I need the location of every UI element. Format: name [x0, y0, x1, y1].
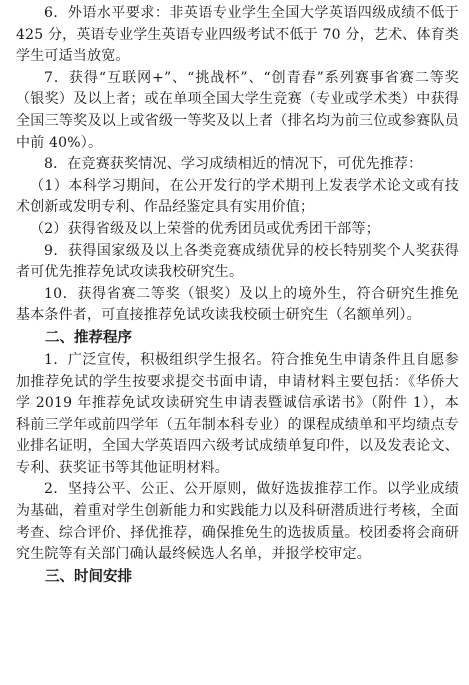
paragraph-overseas-students: 10．获得省赛二等奖（银奖）及以上的境外生，符合研究生推免基本条件者，可直接推荐免试攻读我校硕士研究生（名额单列）。	[16, 285, 459, 324]
section-heading-schedule: 三、时间安排	[45, 568, 132, 585]
paragraph-foreign-language-requirement: 6．外语水平要求：非英语专业学生全国大学英语四级成绩不低于 425 分，英语专业学生英语专业四级考试不低于 70 分，艺术、体育类学生可适当放宽。	[16, 5, 459, 65]
paragraph-selection-principles: 2．坚持公平、公正、公开原则，做好选拔推荐工作。以学业成绩为基础，着重对学生创新能力和实践能力以及科研潜质进行考核，全面考查、综合评价、择优推荐，确保推免生的选拔质量。校团委将会商研究生院等有关部门确认最终候选人名单，并报学校审定。	[16, 481, 459, 563]
paragraph-presidents-award: 9．获得国家级及以上各类竞赛成绩优异的校长特别奖个人奖获得者可优先推荐免试攻读我校研究生。	[16, 242, 459, 281]
paragraph-priority-recommendation: 8．在竞赛获奖情况、学习成绩相近的情况下，可优先推荐：	[44, 156, 423, 173]
list-item-honors: （2）获得省级及以上荣誉的优秀团员或优秀团干部等；	[30, 220, 380, 237]
section-heading-recommendation-procedure: 二、推荐程序	[45, 329, 132, 346]
list-item-academic-papers: （1）本科学习期间，在公开发行的学术期刊上发表学术论文或有技术创新或发明专利、作品经鉴定具有实用价值；	[16, 177, 459, 216]
paragraph-competition-awards: 7．获得“互联网+”、“挑战杯”、“创青春”系列赛事省赛二等奖（银奖）及以上者；或在单项全国大学生竞赛（专业或学术类）中获得全国三等奖及以上或省级一等奖及以上者（排名均为前三位或参赛队员中前 40%）。	[16, 69, 459, 151]
paragraph-publicity-and-application: 1．广泛宣传，积极组织学生报名。符合推免生申请条件且自愿参加推荐免试的学生按要求提交书面申请，申请材料主要包括：《华侨大学 2019 年推荐免试攻读研究生申请表暨诚信承诺书》（附件 1），本科前三学年或前四学年（五年制本科专业）的课程成绩单和平均绩点专业排名证明，全国大学英语四六级考试成绩单复印件，以及发表论文、专利、获奖证书等其他证明材料。	[16, 351, 459, 476]
